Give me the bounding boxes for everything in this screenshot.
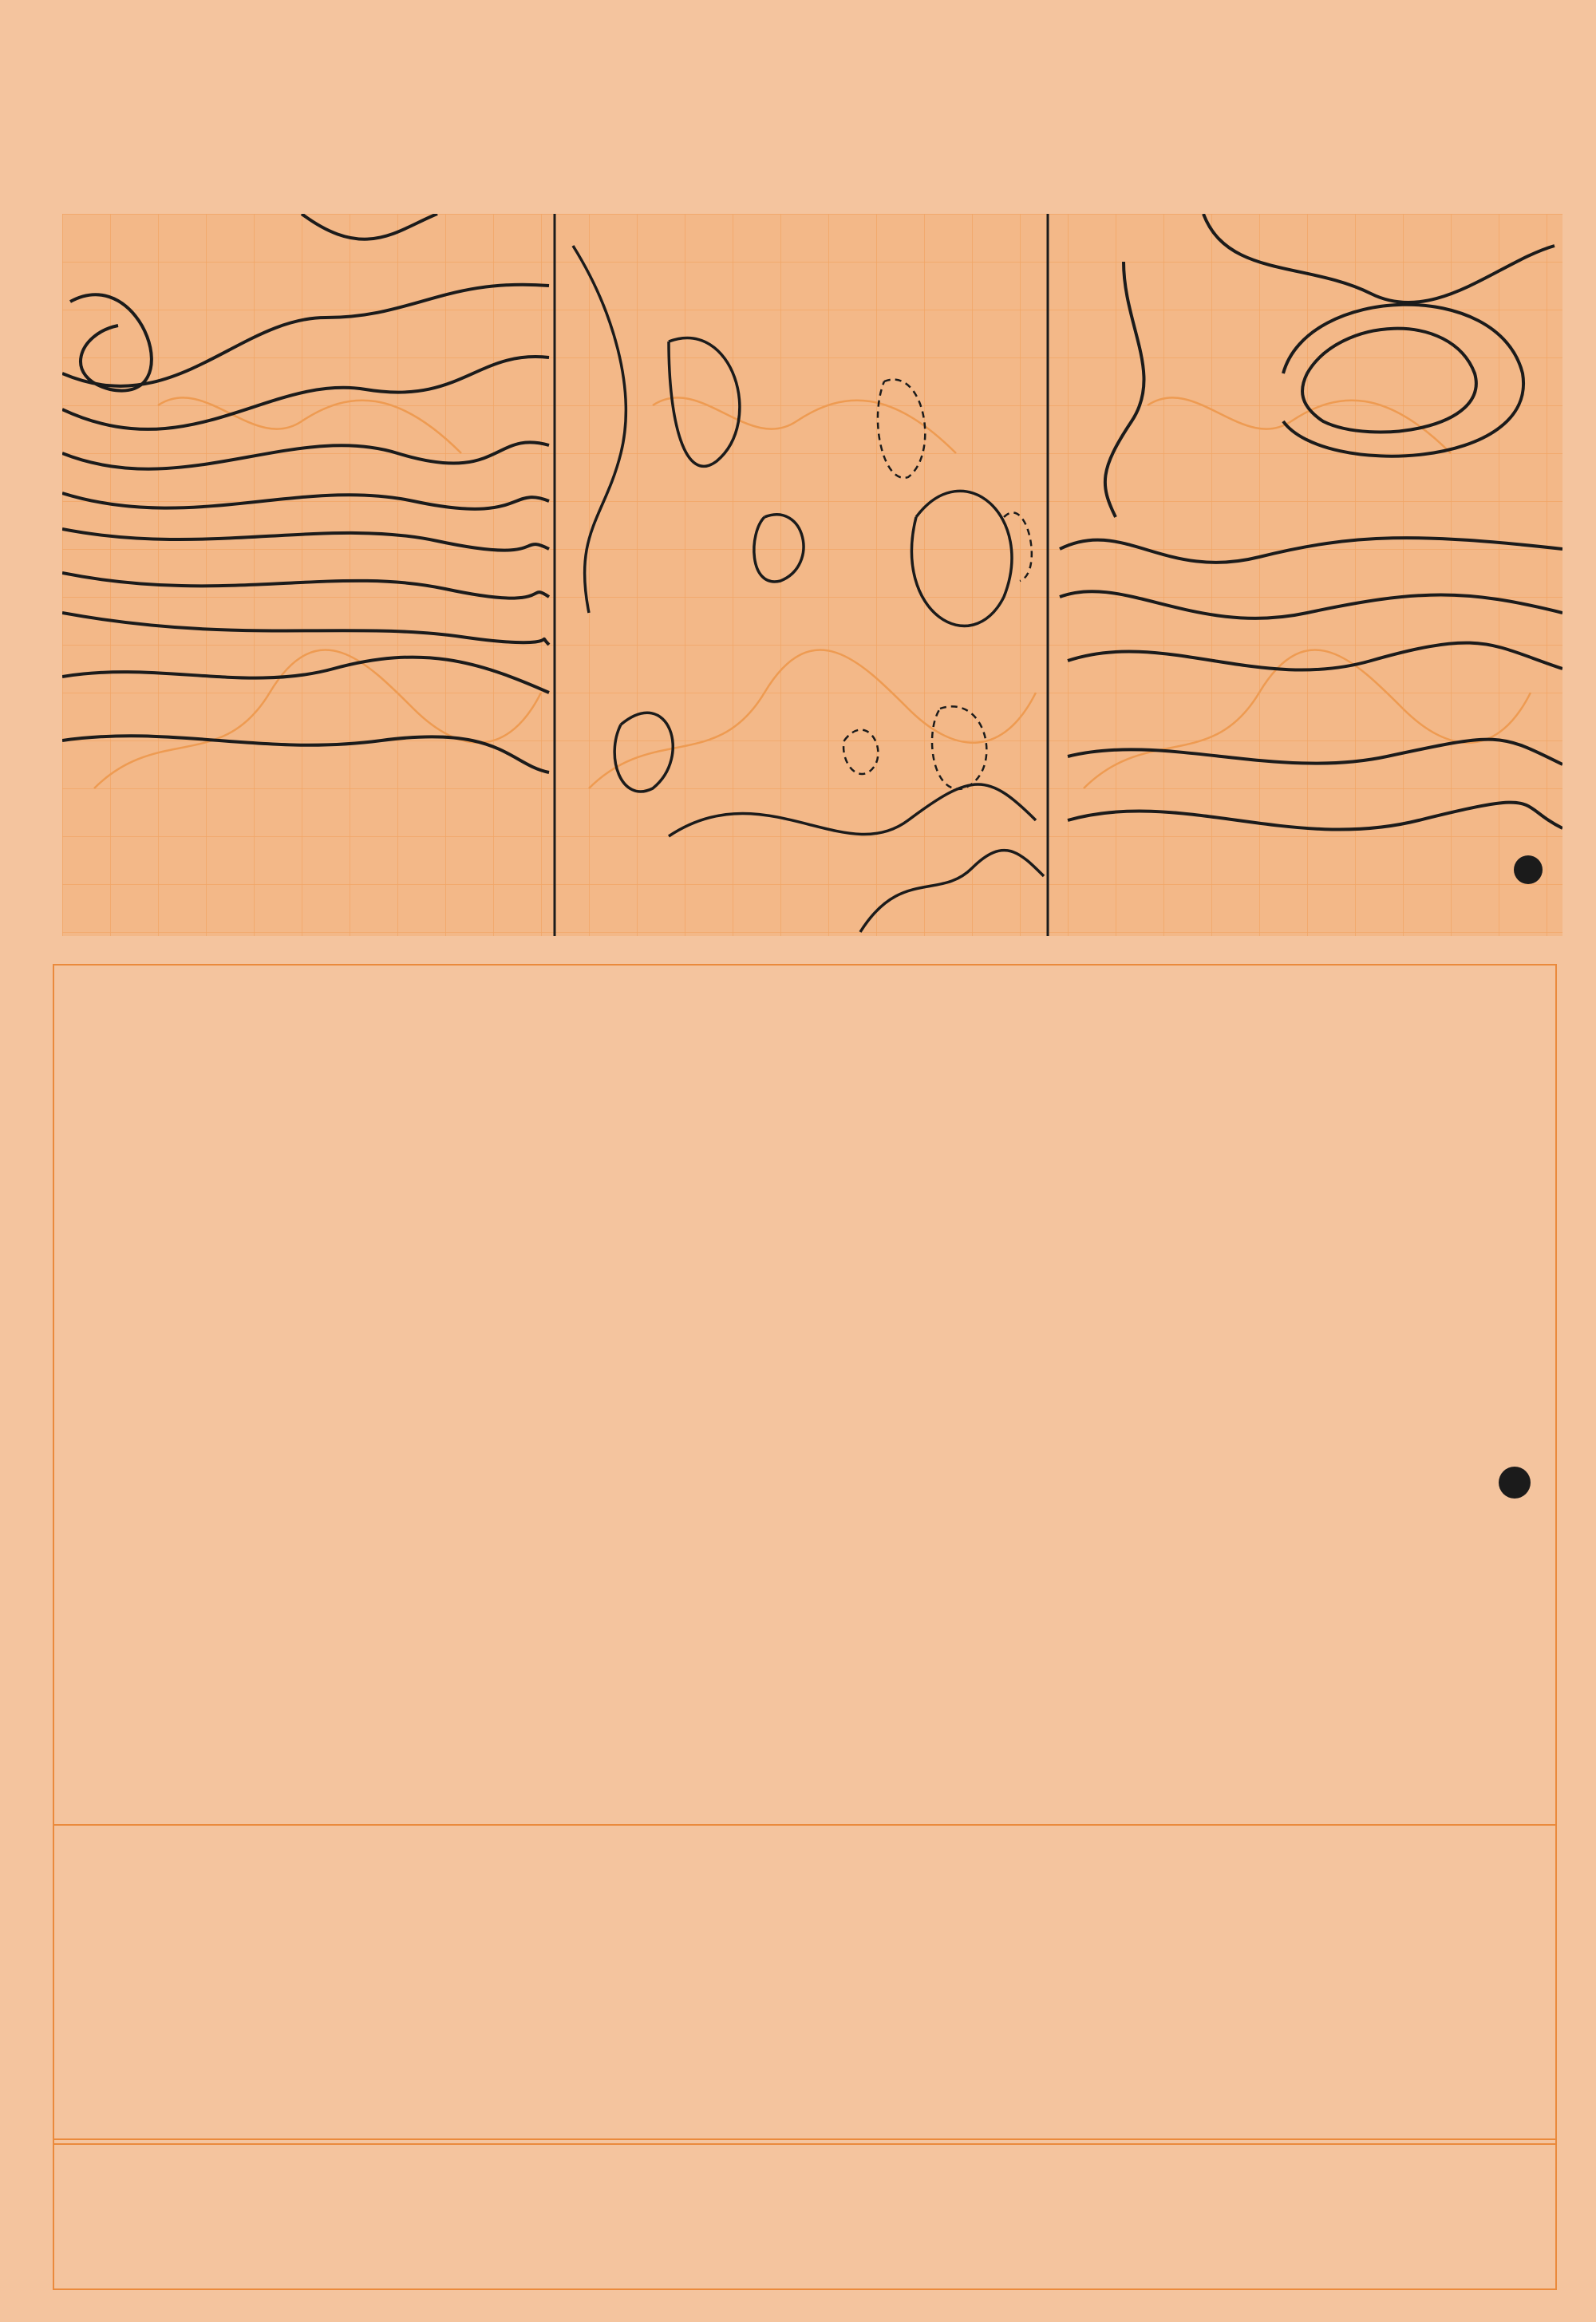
punch-hole-2 <box>1499 1467 1531 1499</box>
bottom-block <box>53 1826 1557 2145</box>
remarks-box <box>53 2138 1557 2290</box>
observations-table <box>53 964 1557 1826</box>
weather-maps <box>62 214 1562 936</box>
punch-hole <box>1514 855 1543 884</box>
